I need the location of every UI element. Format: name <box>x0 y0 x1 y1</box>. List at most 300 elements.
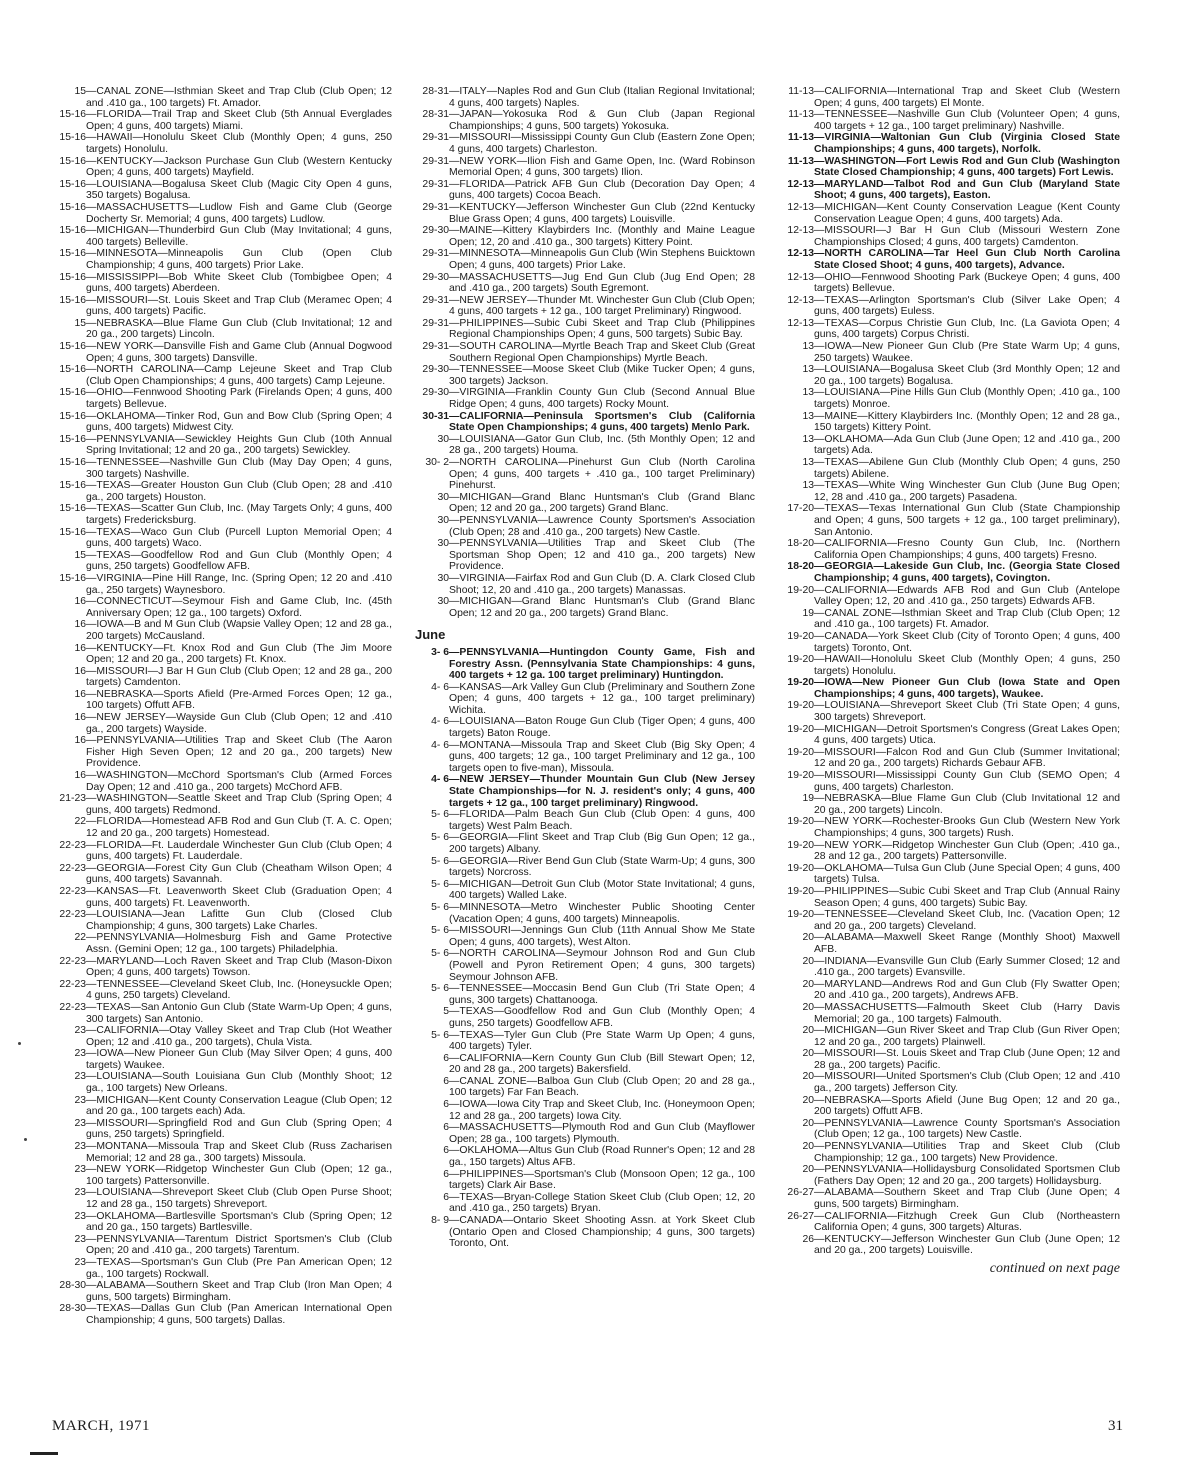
entry-text: —NEW JERSEY—Thunder Mt. Winchester Gun Club (Club Open; 4 guns, 400 targets + 12 ga., 100 target Preliminary) Ringwood. <box>449 294 755 318</box>
schedule-entry <box>415 248 755 271</box>
entry-text: —PENNSYLVANIA—Utilities Trap and Skeet Club (The Sportsman Shop Open; 12 and 410 ga., 200 targets) New Providence. <box>449 538 755 573</box>
entry-text: —LOUISIANA—South Louisiana Gun Club (Monthly Shoot; 12 ga., 100 targets) New Orleans. <box>86 1071 392 1095</box>
entry-date: 29-30 <box>422 271 449 283</box>
entry-text: —PENNSYLVANIA—Lawrence County Sportsman's Association (Club Open; 12 ga., 100 targets) New Castle. <box>814 1117 1120 1141</box>
entry-text: —MASSACHUSETTS—Falmouth Skeet Club (Harry Davis Memorial; 20 ga., 100 targets) Falmouth. <box>814 1001 1120 1025</box>
entry-date: 23 <box>74 1164 86 1176</box>
entry-date: 19-20 <box>787 885 814 897</box>
entry-text: —MICHIGAN—Grand Blanc Huntsman's Club (Grand Blanc Open; 12 and 20 ga., 200 targets) Grand Blanc. <box>449 596 755 619</box>
entry-text: —LOUISIANA—Bogalusa Skeet Club (3rd Monthly Open; 12 and 20 ga., 100 targets) Bogalusa. <box>814 364 1120 387</box>
entry-text: —PENNSYLVANIA—Huntingdon County Game, Fish and Forestry Assn. (Pennsylvania State Championships: 4 guns, 400 targets + 12 ga. 100 target preliminary) Huntingdon. <box>449 646 755 682</box>
entry-date: 3- 6 <box>431 646 449 658</box>
entry-text: —PHILIPPINES—Subic Cubi Skeet and Trap Club (Philippines Regional Championships Open; 4 guns, 500 targets) Subic Bay. <box>449 317 755 341</box>
entry-date: 15-16 <box>59 225 86 237</box>
schedule-entry <box>415 1030 755 1053</box>
entry-date: 20 <box>802 1094 814 1106</box>
schedule-entry <box>52 1071 392 1094</box>
entry-date: 28-31 <box>422 109 449 121</box>
schedule-entry <box>780 364 1120 387</box>
entry-date: 5- 6 <box>431 1029 449 1041</box>
entry-date: 19-20 <box>787 770 814 782</box>
entry-date: 19-20 <box>787 862 814 874</box>
entry-text: —TENNESSEE—Cleveland Skeet Club, Inc. (Vacation Open; 12 and 20 ga., 200 targets) Cleveland. <box>814 909 1120 932</box>
entry-text: —NEW JERSEY—Thunder Mountain Gun Club (New Jersey State Championships—for N. J. resident's only; 4 guns, 400 targets + 12 ga., 100 target preliminary) Ringwood. <box>449 774 755 809</box>
entry-date: 29-31 <box>422 317 449 329</box>
entry-date: 15-16 <box>59 480 86 492</box>
schedule-entry <box>780 434 1120 457</box>
entry-text: —NEBRASKA—Blue Flame Gun Club (Club Invitational; 12 and 20 ga., 200 targets) Lincoln. <box>86 317 392 341</box>
entry-date: 29-31 <box>422 178 449 190</box>
entry-date: 15-16 <box>59 433 86 445</box>
schedule-entry <box>415 1006 755 1029</box>
column-2 <box>415 86 755 1250</box>
entry-date: 16 <box>74 735 86 747</box>
schedule-entry <box>780 608 1120 631</box>
entry-date: 13 <box>802 457 814 468</box>
schedule-entry <box>415 1099 755 1122</box>
schedule-entry <box>52 573 392 596</box>
schedule-entry <box>415 716 755 739</box>
entry-text: —PENNSYLVANIA—Sewickley Heights Gun Club (10th Annual Spring Invitational; 12 and 20 ga., 200 targets) Sewickley. <box>86 433 392 457</box>
entry-text: —MICHIGAN—Detroit Sportsmen's Congress (Great Lakes Open; 4 guns, 400 targets) Utica. <box>814 723 1120 747</box>
schedule-entry <box>780 747 1120 770</box>
entry-date: 6 <box>443 1168 449 1180</box>
entry-text: —MICHIGAN—Detroit Gun Club (Motor State Invitational; 4 guns, 400 targets) Walled Lake. <box>449 878 755 902</box>
entry-text: —WASHINGTON—Fort Lewis Rod and Gun Club (Washington State Closed Championship; 4 guns, 400 targets) Fort Lewis. <box>814 155 1120 179</box>
entry-text: —NORTH CAROLINA—Seymour Johnson Rod and Gun Club (Powell and Pyron Retirement Open; 4 guns, 300 targets) Seymour Johnson AFB. <box>449 948 755 983</box>
schedule-entry <box>780 863 1120 886</box>
entry-date: 15-16 <box>59 178 86 190</box>
entry-date: 4- 6 <box>431 716 449 728</box>
entry-date: 22 <box>74 932 86 944</box>
schedule-entry <box>52 863 392 886</box>
entry-text: —MISSOURI—J Bar H Gun Club (Club Open; 12 and 28 ga., 200 targets) Camdenton. <box>86 665 392 689</box>
schedule-entry <box>780 770 1120 793</box>
entry-date: 20 <box>802 1164 814 1176</box>
entry-text: —MISSOURI—St. Louis Skeet and Trap Club (June Open; 12 and 28 ga., 200 targets) Pacific. <box>814 1048 1120 1071</box>
entry-text: —MICHIGAN—Gun River Skeet and Trap Club (Gun River Open; 12 and 20 ga., 200 targets) Plainwell. <box>814 1025 1120 1048</box>
entry-date: 4- 6 <box>431 739 449 751</box>
entry-date: 5- 6 <box>431 925 449 937</box>
entry-text: —PENNSYLVANIA—Utilities Trap and Skeet Club (The Aaron Fisher High Seven Open; 12 and 20 ga., 200 targets) New Providence. <box>86 735 392 770</box>
schedule-entry <box>780 1187 1120 1210</box>
page-number: 31 <box>1108 1418 1123 1434</box>
entry-date: 13 <box>802 410 814 422</box>
entry-date: 16 <box>74 619 86 631</box>
schedule-entry <box>780 1095 1120 1118</box>
entry-date: 13 <box>802 341 814 353</box>
entry-text: —MINNESOTA—Minneapolis Gun Club (Open Club Championship; 4 guns, 400 targets) Prior Lake. <box>86 248 392 271</box>
schedule-entry <box>780 932 1120 955</box>
entry-text: —WASHINGTON—McChord Sportsman's Club (Armed Forces Day Open; 12 and .410 ga., 200 targets) McChord AFB. <box>86 770 392 793</box>
entry-date: 20 <box>802 978 814 990</box>
schedule-entry <box>52 503 392 526</box>
schedule-entry <box>780 1071 1120 1094</box>
entry-text: —HAWAII—Honolulu Skeet Club (Monthly Open; 4 guns, 250 targets) Honolulu. <box>814 654 1120 677</box>
entry-date: 19-20 <box>787 909 814 921</box>
entry-text: —TEXAS—Goodfellow Rod and Gun Club (Monthly Open; 4 guns, 250 targets) Goodfellow AFB. <box>449 1006 755 1029</box>
schedule-entry <box>780 225 1120 248</box>
entry-text: —FLORIDA—Homestead AFB Rod and Gun Club (T. A. C. Open; 12 and 20 ga., 200 targets) Homestead. <box>86 816 392 839</box>
entry-text: —TENNESSEE—Nashville Gun Club (May Day Open; 4 guns, 300 targets) Nashville. <box>86 457 392 480</box>
entry-text: —PENNSYLVANIA—Holmesburg Fish and Game Protective Assn. (Gemini Open; 12 ga., 100 targets) Philadelphia. <box>86 932 392 955</box>
entry-text: —NEW YORK—Rochester-Brooks Gun Club (Western New York Championships; 4 guns, 300 targets) Rush. <box>814 816 1120 839</box>
entry-date: 13 <box>802 364 814 376</box>
entry-date: 29-31 <box>422 155 449 167</box>
entry-date: 6 <box>443 1075 449 1087</box>
entry-text: —MISSOURI—Mississippi County Gun Club (SEMO Open; 4 guns, 400 targets) Charleston. <box>814 770 1120 793</box>
column-3 <box>780 86 1120 1275</box>
entry-text: —MICHIGAN—Kent County Conservation League (Kent County Conservation League Open; 4 guns, 400 targets) Ada. <box>814 201 1120 225</box>
entry-text: —MASSACHUSETTS—Ludlow Fish and Game Club (George Docherty Sr. Memorial; 4 guns, 400 targets) Ludlow. <box>86 201 392 225</box>
entry-date: 30-31 <box>422 410 449 422</box>
entry-text: —CONNECTICUT—Seymour Fish and Game Club, Inc. (45th Anniversary Open; 12 ga., 100 targets) Oxford. <box>86 596 392 619</box>
entry-date: 16 <box>74 596 86 608</box>
entry-text: —HAWAII—Honolulu Skeet Club (Monthly Open; 4 guns, 250 targets) Honolulu. <box>86 132 392 155</box>
entry-text: —KANSAS—Ft. Leavenworth Skeet Club (Graduation Open; 4 guns, 400 targets) Ft. Leavenworth. <box>86 885 392 909</box>
schedule-entry <box>415 1215 755 1250</box>
schedule-entry <box>415 774 755 809</box>
schedule-entry <box>780 1048 1120 1071</box>
schedule-entry <box>415 856 755 879</box>
entry-text: —GEORGIA—Lakeside Gun Club, Inc. (Georgia State Closed Championship; 4 guns, 400 targets), Covington. <box>814 561 1120 584</box>
entry-text: —TEXAS—Arlington Sportsman's Club (Silver Lake Open; 4 guns, 400 targets) Euless. <box>814 294 1120 318</box>
entry-text: —TEXAS—White Wing Winchester Gun Club (June Bug Open; 12, 28 and .410 ga., 200 targets) Pasadena. <box>814 480 1120 503</box>
entry-text: —ALABAMA—Southern Skeet and Trap Club (June Open; 4 guns, 500 targets) Birmingham. <box>814 1187 1120 1210</box>
entry-text: —TEXAS—Corpus Christie Gun Club, Inc. (La Gaviota Open; 4 guns, 400 targets) Corpus Christi. <box>814 317 1120 341</box>
schedule-entry <box>415 925 755 948</box>
entry-date: 30 <box>437 538 449 550</box>
entry-date: 15-16 <box>59 201 86 213</box>
schedule-entry <box>780 411 1120 434</box>
entry-text: —LOUISIANA—Shreveport Skeet Club (Tri State Open; 4 guns, 300 targets) Shreveport. <box>814 700 1120 724</box>
entry-text: —MARYLAND—Talbot Rod and Gun Club (Maryland State Shoot; 4 guns, 400 targets), Easton. <box>814 178 1120 202</box>
schedule-entry <box>780 1002 1120 1025</box>
entry-date: 28-30 <box>59 1303 86 1315</box>
entry-text: —TENNESSEE—Moccasin Bend Gun Club (Tri State Open; 4 guns, 300 targets) Chattanooga. <box>449 983 755 1006</box>
entry-date: 30 <box>437 433 449 445</box>
schedule-entry <box>780 272 1120 295</box>
entry-text: —JAPAN—Yokosuka Rod & Gun Club (Japan Regional Championships; 4 guns, 500 targets) Yokosuka. <box>449 109 755 132</box>
entry-text: —KENTUCKY—Ft. Knox Rod and Gun Club (The Jim Moore Open; 12 and 20 ga., 200 targets) Ft. Knox. <box>86 642 392 666</box>
entry-text: —CALIFORNIA—Edwards AFB Rod and Gun Club (Antelope Valley Open; 12, 20 and .410 ga., 250 targets) Edwards AFB. <box>814 584 1120 608</box>
entry-date: 23 <box>74 1187 86 1199</box>
entry-text: —OHIO—Fennwood Shooting Park (Buckeye Open; 4 guns, 400 targets) Bellevue. <box>814 271 1120 295</box>
schedule-entry <box>415 86 755 109</box>
entry-text: —FLORIDA—Trail Trap and Skeet Club (5th Annual Everglades Open; 4 guns, 400 targets) Miami. <box>86 109 392 132</box>
schedule-entry <box>415 1192 755 1215</box>
schedule-entry <box>52 527 392 550</box>
schedule-entry <box>52 364 392 387</box>
entry-text: —PHILIPPINES—Sportsman's Club (Monsoon Open; 12 ga., 100 targets) Clark Air Base. <box>449 1168 755 1192</box>
entry-text: —TENNESSEE—Nashville Gun Club (Volunteer Open; 4 guns, 400 targets + 12 ga., 100 target preliminary) Nashville. <box>814 109 1120 132</box>
entry-date: 23 <box>74 1071 86 1083</box>
schedule-entry <box>780 179 1120 202</box>
entry-date: 29-31 <box>422 201 449 213</box>
entry-date: 19-20 <box>787 839 814 851</box>
entry-text: —OKLAHOMA—Altus Gun Club (Road Runner's Open; 12 and 28 ga., 150 targets) Altus AFB. <box>449 1145 755 1169</box>
month-heading: June <box>415 627 446 643</box>
schedule-entry <box>415 1122 755 1145</box>
entry-text: —PENNSYLVANIA—Utilities Trap and Skeet Club (Club Championship; 12 ga., 100 targets) New Providence. <box>814 1141 1120 1164</box>
schedule-entry <box>780 677 1120 700</box>
entry-date: 18-20 <box>787 538 814 550</box>
schedule-entry <box>415 156 755 179</box>
schedule-entry <box>780 793 1120 816</box>
schedule-entry <box>415 109 755 132</box>
entry-date: 13 <box>802 480 814 492</box>
entry-text: —OKLAHOMA—Tulsa Gun Club (June Special Open; 4 guns, 400 targets) Tulsa. <box>814 862 1120 886</box>
entry-text: —ALABAMA—Maxwell Skeet Range (Monthly Shoot) Maxwell AFB. <box>814 932 1120 955</box>
entry-date: 19-20 <box>787 654 814 666</box>
schedule-entry <box>415 1169 755 1192</box>
entry-text: —MICHIGAN—Thunderbird Gun Club (May Invitational; 4 guns, 400 targets) Belleville. <box>86 225 392 248</box>
schedule-entry <box>415 515 755 538</box>
entry-text: —WASHINGTON—Seattle Skeet and Trap Club (Spring Open; 4 guns, 400 targets) Redmond. <box>86 793 392 816</box>
schedule-entry <box>52 643 392 666</box>
entry-date: 23 <box>74 1256 86 1268</box>
entry-date: 5- 6 <box>431 901 449 913</box>
entry-text: —MINNESOTA—Minneapolis Gun Club (Win Stephens Buicktown Open; 4 guns, 400 targets) Prior Lake. <box>449 248 755 271</box>
entry-date: 29-31 <box>422 294 449 306</box>
entry-text: —PENNSYLVANIA—Lawrence County Sportsmen's Association (Club Open; 28 and .410 ga., 200 targets) New Castle. <box>449 514 755 538</box>
entry-date: 20 <box>802 1141 814 1153</box>
entry-date: 6 <box>443 1122 449 1134</box>
entry-text: —OKLAHOMA—Ada Gun Club (June Open; 12 and .410 ga., 200 targets) Ada. <box>814 433 1120 457</box>
entry-date: 29-31 <box>422 341 449 353</box>
schedule-entry <box>415 902 755 925</box>
entry-date: 15-16 <box>59 410 86 422</box>
entry-date: 4- 6 <box>431 681 449 693</box>
entry-date: 23 <box>74 1210 86 1222</box>
schedule-entry <box>52 840 392 863</box>
entry-text: —VIRGINIA—Franklin County Gun Club (Second Annual Blue Ridge Open; 4 guns, 400 targets) Rocky Mount. <box>449 387 755 411</box>
entry-date: 23 <box>74 1233 86 1245</box>
entry-date: 15-16 <box>59 155 86 167</box>
entry-date: 15 <box>74 549 86 561</box>
entry-text: —NEBRASKA—Sports Afield (Pre-Armed Forces Open; 12 ga., 100 targets) Offutt AFB. <box>86 688 392 712</box>
entry-text: —KENTUCKY—Jefferson Winchester Gun Club (June Open; 12 and 20 ga., 200 targets) Louisville. <box>814 1233 1120 1257</box>
entry-date: 29-30 <box>422 225 449 237</box>
entry-date: 23 <box>74 1117 86 1129</box>
schedule-entry <box>52 596 392 619</box>
schedule-entry <box>780 248 1120 271</box>
entry-text: —TENNESSEE—Moose Skeet Club (Mike Tucker Open; 4 guns, 300 targets) Jackson. <box>449 364 755 387</box>
entry-date: 19-20 <box>787 677 814 689</box>
schedule-entry <box>52 295 392 318</box>
schedule-entry <box>52 1048 392 1071</box>
schedule-entry <box>415 538 755 573</box>
entry-date: 30- 2 <box>425 457 449 468</box>
entry-text: —LOUISIANA—Jean Lafitte Gun Club (Closed Club Championship; 4 guns, 300 targets) Lake Charles. <box>86 909 392 932</box>
entry-text: —GEORGIA—River Bend Gun Club (State Warm-Up; 4 guns, 300 targets) Norcross. <box>449 855 755 879</box>
entry-date: 19-20 <box>787 746 814 758</box>
schedule-entry <box>780 585 1120 608</box>
entry-date: 23 <box>74 1025 86 1037</box>
entry-text: —MASSACHUSETTS—Jug End Gun Club (Jug End Open; 28 and .410 ga., 200 targets) South Egremont. <box>449 271 755 295</box>
schedule-entry <box>780 840 1120 863</box>
entry-date: 22-23 <box>59 978 86 990</box>
entry-text: —MINNESOTA—Metro Winchester Public Shooting Center (Vacation Open; 4 guns, 400 targets) Minneapolis. <box>449 901 755 925</box>
entry-date: 5- 6 <box>431 855 449 867</box>
entry-text: —IOWA—B and M Gun Club (Wapsie Valley Open; 12 and 28 ga., 200 targets) McCausland. <box>86 619 392 642</box>
entry-date: 12-13 <box>787 248 814 260</box>
continued-note: continued on next page <box>989 1260 1120 1276</box>
schedule-entry <box>415 596 755 619</box>
entry-date: 15-16 <box>59 294 86 306</box>
entry-text: —MAINE—Kittery Klaybirders Inc. (Monthly and Maine League Open; 12, 20 and .410 ga., 300 targets) Kittery Point. <box>449 225 755 248</box>
schedule-entry <box>415 573 755 596</box>
entry-date: 12-13 <box>787 201 814 213</box>
entry-date: 6 <box>443 1052 449 1064</box>
entry-date: 30 <box>437 514 449 526</box>
entry-text: —VIRGINIA—Waltonian Gun Club (Virginia Closed State Championships; 4 guns, 400 targets), Norfolk. <box>814 132 1120 155</box>
entry-text: —KENTUCKY—Jefferson Winchester Gun Club (22nd Kentucky Blue Grass Open; 4 guns, 400 targets) Louisville. <box>449 201 755 225</box>
schedule-entry <box>780 457 1120 480</box>
entry-text: —NEW YORK—Ridgetop Winchester Gun Club (Open; .410 ga., 28 and 12 ga., 200 targets) Pattersonville. <box>814 839 1120 863</box>
schedule-entry <box>52 909 392 932</box>
entry-text: —CANAL ZONE—Isthmian Skeet and Trap Club (Club Open; 12 and .410 ga., 100 targets) Ft. Amador. <box>86 86 392 109</box>
schedule-entry <box>52 248 392 271</box>
entry-text: —MISSOURI—Mississippi County Gun Club (Eastern Zone Open; 4 guns, 400 targets) Charleston. <box>449 132 755 155</box>
entry-text: —IOWA—New Pioneer Gun Club (Iowa State and Open Championships; 4 guns, 400 targets), Waukee. <box>814 677 1120 700</box>
entry-text: —LOUISIANA—Bogalusa Skeet Club (Magic City Open 4 guns, 350 targets) Bogalusa. <box>86 178 392 202</box>
entry-date: 11-13 <box>788 109 814 121</box>
entry-text: —NEBRASKA—Sports Afield (June Bug Open; 12 and 20 ga., 200 targets) Offutt AFB. <box>814 1094 1120 1118</box>
schedule-entry <box>780 295 1120 318</box>
entry-date: 22-23 <box>59 885 86 897</box>
schedule-entry <box>52 666 392 689</box>
entry-text: —CALIFORNIA—Peninsula Sportsmen's Club (California State Open Championships; 4 guns, 400 targets) Menlo Park. <box>449 410 755 434</box>
entry-date: 22-23 <box>59 862 86 874</box>
schedule-entry <box>52 179 392 202</box>
schedule-entry <box>52 712 392 735</box>
schedule-entry <box>52 550 392 573</box>
entry-date: 29-30 <box>422 387 449 399</box>
schedule-entry <box>415 492 755 515</box>
entry-date: 19-20 <box>787 630 814 642</box>
entry-date: 11-13 <box>788 86 814 97</box>
entry-date: 23 <box>74 1141 86 1153</box>
entry-text: —MISSOURI—Falcon Rod and Gun Club (Summer Invitational; 12 and 20 ga., 200 targets) Richards Gebaur AFB. <box>814 746 1120 770</box>
schedule-entry <box>52 956 392 979</box>
column-1 <box>52 86 392 1327</box>
entry-date: 11-13 <box>787 155 814 167</box>
schedule-entry <box>415 1053 755 1076</box>
entry-date: 5- 6 <box>431 878 449 890</box>
entry-date: 20 <box>802 1048 814 1060</box>
schedule-entry <box>780 86 1120 109</box>
schedule-entry <box>780 503 1120 538</box>
entry-text: —LOUISIANA—Shreveport Skeet Club (Club Open Purse Shoot; 12 and 28 ga., 150 targets) Shreveport. <box>86 1187 392 1210</box>
entry-date: 26 <box>802 1233 814 1245</box>
margin-mark <box>18 1042 21 1045</box>
schedule-entry <box>52 457 392 480</box>
schedule-entry <box>780 700 1120 723</box>
entry-date: 20 <box>802 1001 814 1013</box>
schedule-entry <box>415 647 755 682</box>
entry-text: —MISSOURI—Jennings Gun Club (11th Annual Show Me State Open; 4 guns, 400 targets), West Alton. <box>449 925 755 948</box>
entry-date: 15 <box>74 86 86 97</box>
entry-text: —MISSOURI—J Bar H Gun Club (Missouri Western Zone Championships Closed; 4 guns, 400 targets) Camdenton. <box>814 225 1120 248</box>
entry-text: —NORTH CAROLINA—Camp Lejeune Skeet and Trap Club (Club Open Championships; 4 guns, 400 targets) Camp Lejeune. <box>86 364 392 387</box>
entry-date: 20 <box>802 932 814 944</box>
entry-text: —LOUISIANA—Pine Hills Gun Club (Monthly Open; .410 ga., 100 targets) Monroe. <box>814 387 1120 411</box>
entry-text: —LOUISIANA—Gator Gun Club, Inc. (5th Monthly Open; 12 and 28 ga., 200 targets) Houma. <box>449 433 755 457</box>
entry-date: 12-13 <box>787 294 814 306</box>
entry-text: —NORTH CAROLINA—Tar Heel Gun Club North Carolina State Closed Shoot; 4 guns, 400 targets), Advance. <box>814 248 1120 271</box>
schedule-entry <box>780 480 1120 503</box>
entry-date: 19-20 <box>787 723 814 735</box>
schedule-entry <box>52 1025 392 1048</box>
entry-date: 15-16 <box>59 271 86 283</box>
schedule-entry <box>415 809 755 832</box>
entry-text: —MICHIGAN—Kent County Conservation League (Club Open; 12 and 20 ga., 100 targets each) Ada. <box>86 1094 392 1118</box>
schedule-entry <box>52 86 392 109</box>
entry-date: 16 <box>74 770 86 782</box>
entry-text: —CANAL ZONE—Balboa Gun Club (Club Open; 20 and 28 ga., 100 targets) Far Fan Beach. <box>449 1075 755 1099</box>
entry-date: 15 <box>74 317 86 329</box>
entry-text: —TEXAS—Tyler Gun Club (Pre State Warm Up Open; 4 guns, 400 targets) Tyler. <box>449 1029 755 1053</box>
entry-date: 11-13 <box>787 132 814 144</box>
schedule-entry <box>415 983 755 1006</box>
entry-text: —KANSAS—Ark Valley Gun Club (Preliminary and Southern Zone Open; 4 guns, 400 targets + 12 ga., 100 target preliminary) Wichita. <box>449 681 755 716</box>
schedule-entry <box>52 793 392 816</box>
schedule-entry <box>52 735 392 770</box>
schedule-entry <box>415 364 755 387</box>
schedule-entry <box>780 909 1120 932</box>
entry-date: 6 <box>443 1191 449 1203</box>
schedule-entry <box>52 434 392 457</box>
entry-date: 29-31 <box>422 248 449 260</box>
entry-text: —MISSISSIPPI—Bob White Skeet Club (Tombigbee Open; 4 guns, 400 targets) Aberdeen. <box>86 271 392 295</box>
issue-date: MARCH, 1971 <box>52 1418 151 1434</box>
entry-text: —VIRGINIA—Fairfax Rod and Gun Club (D. A. Clark Closed Club Shoot; 12, 20 and .410 ga., 200 targets) Manassas. <box>449 572 755 596</box>
entry-date: 15-16 <box>59 109 86 121</box>
schedule-entry <box>415 272 755 295</box>
entry-date: 5- 6 <box>431 832 449 844</box>
entry-text: —FLORIDA—Ft. Lauderdale Winchester Gun Club (Club Open; 4 guns, 400 targets) Ft. Lauderdale. <box>86 839 392 863</box>
entry-text: —GEORGIA—Forest City Gun Club (Cheatham Wilson Open; 4 guns, 400 targets) Savannah. <box>86 862 392 886</box>
schedule-entry <box>780 132 1120 155</box>
entry-text: —NEW YORK—Ilion Fish and Game Open, Inc. (Ward Robinson Memorial Open; 4 guns, 300 targets) Ilion. <box>449 155 755 179</box>
entry-text: —TEXAS—Goodfellow Rod and Gun Club (Monthly Open; 4 guns, 250 targets) Goodfellow AFB. <box>86 549 392 573</box>
entry-date: 15-16 <box>59 457 86 468</box>
entry-text: —TEXAS—Texas International Gun Club (State Championship and Open; 4 guns, 500 targets + 12 ga., 100 target preliminary), San Antonio. <box>814 503 1120 538</box>
entry-date: 15-16 <box>59 503 86 515</box>
entry-text: —MAINE—Kittery Klaybirders Inc. (Monthly Open; 12 and 28 ga., 150 targets) Kittery Point. <box>814 410 1120 434</box>
schedule-entry <box>52 1211 392 1234</box>
entry-date: 13 <box>802 433 814 445</box>
entry-date: 5 <box>443 1006 449 1018</box>
schedule-entry <box>52 619 392 642</box>
schedule-entry <box>780 956 1120 979</box>
entry-date: 15-16 <box>59 572 86 584</box>
entry-date: 12-13 <box>787 225 814 237</box>
entry-text: —TEXAS—Scatter Gun Club, Inc. (May Targets Only; 4 guns, 400 targets) Fredericksburg. <box>86 503 392 526</box>
entry-date: 19 <box>802 793 814 805</box>
schedule-entry <box>780 109 1120 132</box>
entry-text: —OHIO—Fennwood Shooting Park (Firelands Open; 4 guns, 400 targets) Bellevue. <box>86 387 392 411</box>
entry-date: 18-20 <box>787 561 814 573</box>
entry-date: 6 <box>443 1145 449 1157</box>
schedule-entry <box>780 341 1120 364</box>
schedule-entry <box>415 132 755 155</box>
schedule-entry <box>52 689 392 712</box>
entry-date: 13 <box>802 387 814 399</box>
entry-date: 12-13 <box>787 317 814 329</box>
entry-text: —MISSOURI—Springfield Rod and Gun Club (Spring Open; 4 guns, 250 targets) Springfield. <box>86 1117 392 1141</box>
